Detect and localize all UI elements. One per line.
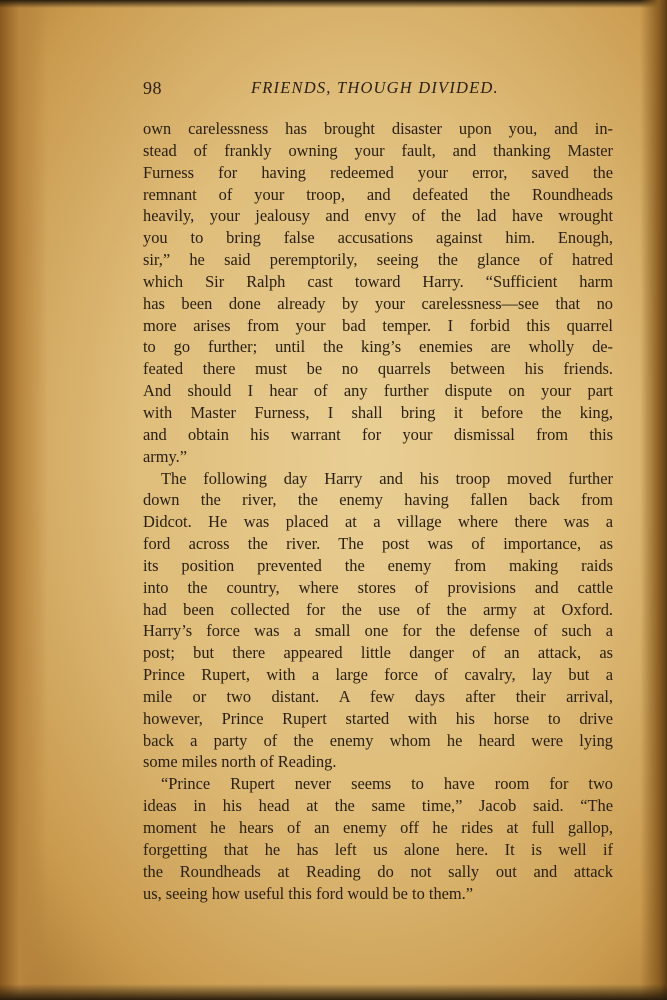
text-line: feated there must be no quarrels between his friends. — [143, 359, 613, 379]
body-text — [143, 118, 613, 904]
text-line: And should I hear of any further dispute on your part — [143, 381, 613, 401]
text-line: own carelessness has brought disaster upon you, and in- — [143, 119, 613, 138]
text-line: its position prevented the enemy from making raids — [143, 555, 613, 575]
text-line: post; but there appeared little danger of an attack, as — [143, 643, 613, 663]
text-line: more arises from your bad temper. I forbid this quarrel — [143, 315, 613, 335]
text-line: with Master Furness, I shall bring it before the king, — [143, 402, 613, 422]
text-line: and obtain his warrant for your dismissal from this — [143, 424, 613, 444]
text-line: into the country, where stores of provisions and cattle — [143, 577, 613, 597]
text-line: Harry’s force was a small one for the defense of such a — [143, 621, 613, 641]
text-line: the Roundheads at Reading do not sally out and attack — [143, 861, 613, 881]
text-line: forgetting that he has left us alone here. It is well if — [143, 839, 613, 859]
text-line: down the river, the enemy having fallen back from — [143, 490, 613, 510]
text-line: to go further; until the king’s enemies are wholly de- — [143, 337, 613, 357]
text-line: ford across the river. The post was of importance, as — [143, 534, 613, 554]
text-line: you to bring false accusations against him. Enough, — [143, 228, 613, 248]
text-line: which Sir Ralph cast toward Harry. “Sufficient harm — [143, 271, 613, 291]
text-line: heavily, your jealousy and envy of the lad have wrought — [143, 206, 613, 226]
text-line: army.” — [143, 446, 187, 466]
page-header — [143, 78, 613, 102]
text-line: The following day Harry and his troop moved further — [161, 468, 613, 488]
text-line: “Prince Rupert never seems to have room for two — [161, 774, 613, 794]
running-title: FRIENDS, THOUGH DIVIDED. — [251, 78, 499, 97]
page-bottom-edge — [0, 984, 667, 1000]
text-line: has been done already by your carelessness—see that no — [143, 293, 613, 313]
text-line: us, seeing how useful this ford would be to them.” — [143, 883, 474, 903]
text-line: sir,” he said peremptorily, seeing the glance of hatred — [143, 250, 613, 270]
text-line: Furness for having redeemed your error, saved the — [143, 162, 613, 182]
binding-shadow — [0, 0, 48, 1000]
text-line: had been collected for the use of the army at Oxford. — [143, 599, 613, 619]
text-line: mile or two distant. A few days after their arrival, — [143, 686, 613, 706]
text-line: moment he hears of an enemy off he rides at full gallop, — [143, 818, 613, 837]
text-line: ideas in his head at the same time,” Jacob said. “The — [143, 796, 613, 816]
page-number: 98 — [143, 78, 162, 98]
text-line: Didcot. He was placed at a village where there was a — [143, 512, 613, 532]
text-line: remnant of your troop, and defeated the Roundheads — [143, 184, 613, 204]
text-line: however, Prince Rupert started with his horse to drive — [143, 708, 613, 728]
text-line: back a party of the enemy whom he heard were lying — [143, 730, 613, 750]
text-line: stead of frankly owning your fault, and thanking Master — [143, 140, 613, 160]
text-line: some miles north of Reading. — [143, 752, 337, 772]
page-right-edge — [640, 0, 667, 1000]
text-line: Prince Rupert, with a large force of cavalry, lay but a — [143, 665, 613, 685]
page-top-edge — [0, 0, 667, 8]
